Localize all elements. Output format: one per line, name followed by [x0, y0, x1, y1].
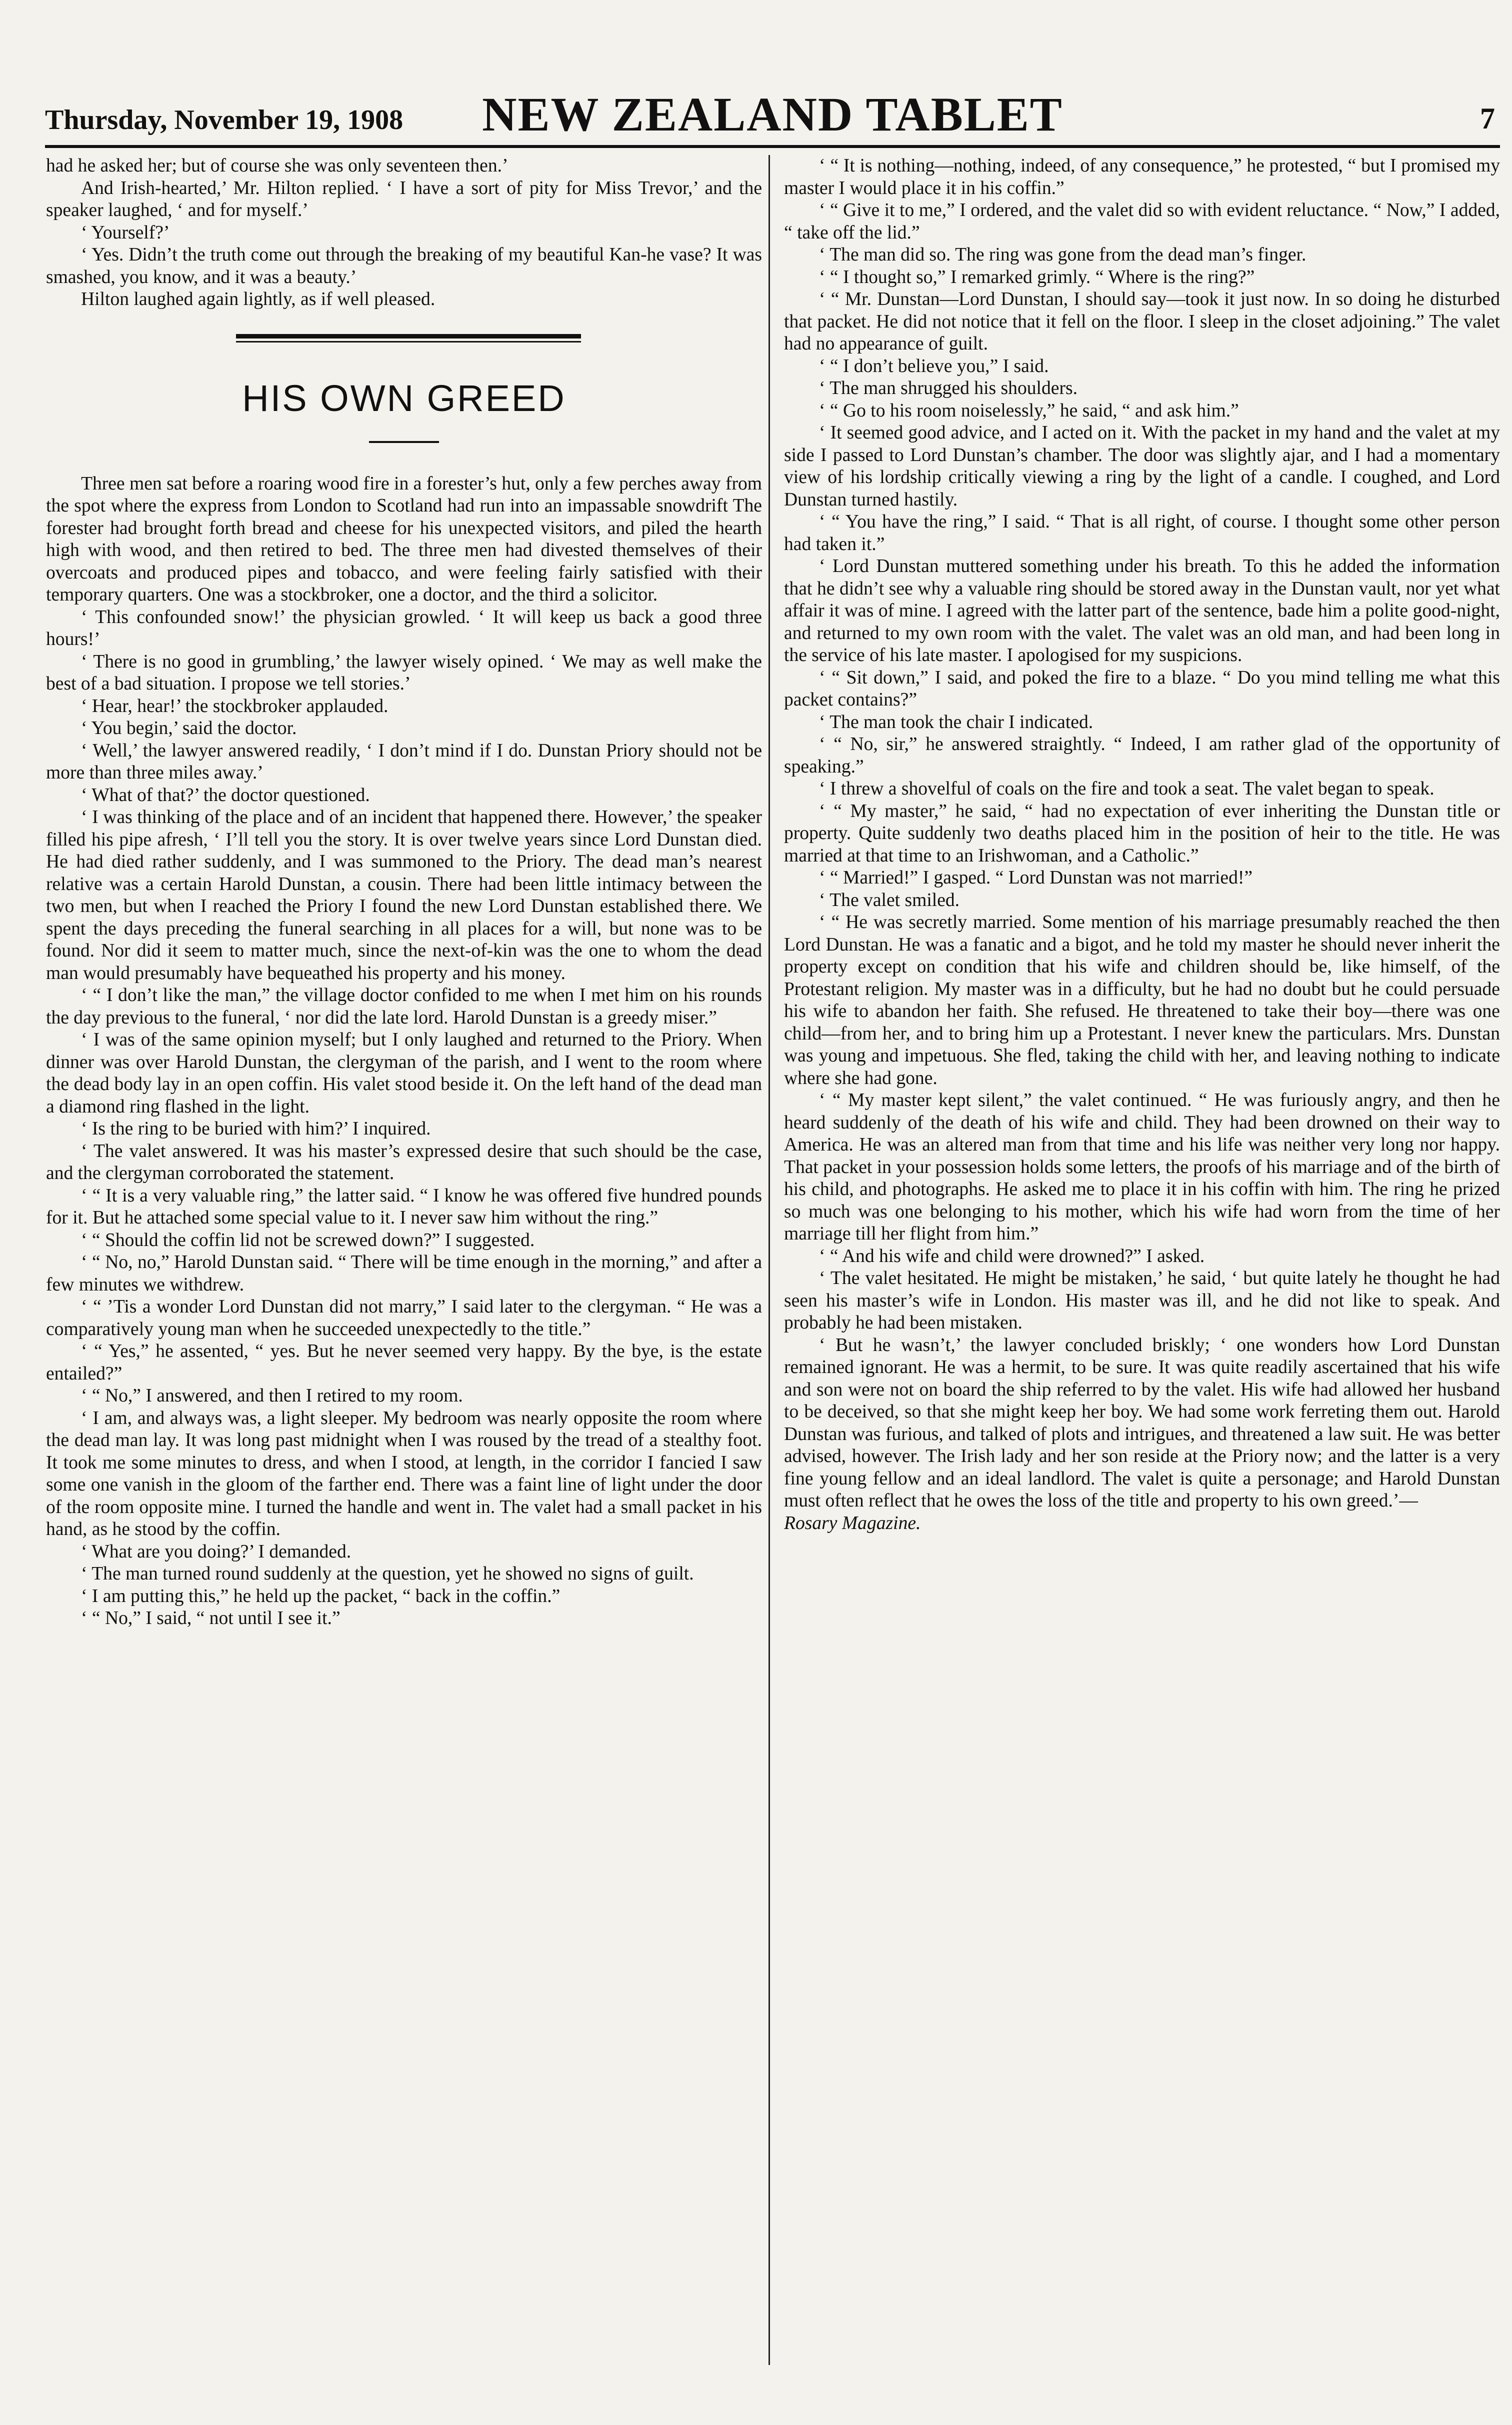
paragraph: ‘ I am putting this,” he held up the packet, “ back in the coffin.”	[81, 1586, 560, 1606]
issue-date: Thursday, November 19, 1908	[45, 104, 404, 136]
paragraph: ‘ The man took the chair I indicated.	[819, 712, 1094, 732]
paragraph: ‘ “ He was secretly married. Some mention of his marriage presumably reached the then Lord Dunstan. He was a fanatic and a bigot, and he told my master he should never inherit the property except on condition that his wife and children should be, like himself, of the Protestant religion. My master was in a difficulty, but he had no doubt but he could persuade his wife to abandon her faith. She refused. He threatened to take their boy—there was one child—from her, and to bring him up a Protestant. I never knew the particulars. Mrs. Dunstan was young and impetuous. She fled, taking the child with her, and leaving nothing to indicate where she had gone.	[784, 912, 1500, 1088]
paragraph: Hilton laughed again lightly, as if well pleased.	[81, 289, 436, 310]
paragraph: ‘ “ ’Tis a wonder Lord Dunstan did not marry,” I said later to the clergyman. “ He was a comparatively young man when he succeeded unexpectedly to the title.”	[46, 1296, 762, 1340]
paragraph: ‘ “ It is a very valuable ring,” the latter said. “ I know he was offered five hundred pounds for it. But he attached some special value to it. I never saw him without the ring.”	[46, 1185, 762, 1228]
paragraph: ‘ The man shrugged his shoulders.	[819, 378, 1078, 398]
paragraph: Three men sat before a roaring wood fire in a forester’s hut, only a few perches away from the spot where the express from London to Scotland had run into an impassable snowdrift The forester had brought forth bread and cheese for his unexpected visitors, and piled the hearth high with wood, and then retired to bed. The three men had divested themselves of their overcoats and produced pipes and tobacco, and were feeling fairly satisfied with their temporary quarters. One was a stockbroker, one a doctor, and the third a solicitor.	[46, 473, 762, 605]
paragraph: ‘ “ My master kept silent,” the valet continued. “ He was furiously angry, and then he heard suddenly of the death of his wife and child. They had been drowned on their way to America. He was an altered man from that time and his life was neither very long nor happy. That packet in your possession holds some letters, the proofs of his marriage and of the birth of his child, and photographs. He asked me to place it in his coffin with him. The ring he prized so much was one belonging to his mother, which his wife had worn from the time of her marriage till her flight from him.”	[784, 1090, 1500, 1244]
paragraph: ‘ “ I don’t like the man,” the village doctor confided to me when I met him on his rounds the day previous to the funeral, ‘ nor did the late lord. Harold Dunstan is a greedy miser.”	[46, 985, 762, 1028]
paragraph: ‘ “ Mr. Dunstan—Lord Dunstan, I should say—took it just now. In so doing he disturbed that packet. He did not notice that it fell on the floor. I sleep in the closet adjoining.” The valet had no appearance of guilt.	[784, 289, 1500, 354]
paragraph: ‘ The man did so. The ring was gone from the dead man’s finger.	[819, 244, 1306, 265]
page-number: 7	[1480, 102, 1495, 135]
paragraph: ‘ Hear, hear!’ the stockbroker applauded.	[81, 696, 388, 716]
paragraph: ‘ This confounded snow!’ the physician growled. ‘ It will keep us back a good three hours!’	[46, 606, 762, 650]
paragraph: ‘ Is the ring to be buried with him?’ I inquired.	[81, 1118, 431, 1139]
paragraph: ‘ What of that?’ the doctor questioned.	[81, 784, 370, 806]
paragraph: ‘ It seemed good advice, and I acted on it. With the packet in my hand and the valet at my side I passed to Lord Dunstan’s chamber. The door was slightly ajar, and I had a momentary view of his lordship critically viewing a ring by the light of a candle. I coughed, and Lord Dunstan turned hastily.	[784, 422, 1500, 510]
paragraph: ‘ “ Married!” I gasped. “ Lord Dunstan was not married!”	[819, 868, 1253, 888]
paragraph: ‘ “ Sit down,” I said, and poked the fire to a blaze. “ Do you mind telling me what this packet contains?”	[784, 667, 1500, 710]
paragraph: ‘ I threw a shovelful of coals on the fire and took a seat. The valet began to speak.	[819, 778, 1434, 799]
paragraph: ‘ “ Go to his room noiselessly,” he said, “ and ask him.”	[819, 400, 1239, 421]
story-separator	[46, 316, 762, 350]
paragraph: ‘ I was of the same opinion myself; but I only laughed and returned to the Priory. When dinner was over Harold Dunstan, the clergyman of the parish, and I went to the room where the dead body lay in an open coffin. His valet stood beside it. On the left hand of the dead man a diamond ring flashed in the light.	[46, 1030, 762, 1117]
paragraph: ‘ I was thinking of the place and of an incident that happened there. However,’ the speaker filled his pipe afresh, ‘ I’ll tell you the story. It is over twelve years since Lord Dunstan died. He had died rather suddenly, and I was summoned to the Priory. The dead man’s nearest relative was a certain Harold Dunstan, a cousin. There had been little intimacy between the two men, but when I reached the Priory I found the new Lord Dunstan established there. We spent the days preceding the funeral searching in all places for a will, but none was to be found. Nor did it seem to matter much, since the next-of-kin was the one to whom the dead man would presumably have bequeathed his property and his money.	[46, 807, 762, 984]
paragraph: ‘ You begin,’ said the doctor.	[81, 718, 297, 738]
right-column	[784, 155, 1500, 2375]
paragraph: ‘ “ It is nothing—nothing, indeed, of any consequence,” he protested, “ but I promised my master I would place it in his coffin.”	[784, 156, 1500, 198]
paragraph: ‘ “ I thought so,” I remarked grimly. “ Where is the ring?”	[819, 266, 1255, 288]
previous-story-ending	[46, 155, 762, 311]
paragraph: ‘ “ You have the ring,” I said. “ That is all right, of course. I thought some other person had taken it.”	[784, 512, 1500, 554]
newspaper-title: NEW ZEALAND TABLET	[482, 88, 1063, 141]
paragraph: ‘ The valet hesitated. He might be mistaken,’ he said, ‘ but quite lately he thought he had seen his master’s wife in London. His master was ill, and he did not like to speak. And probably he had been mistaken.	[784, 1268, 1500, 1333]
paragraph: had he asked her; but of course she was only seventeen then.’	[46, 156, 508, 176]
page-header	[45, 90, 1500, 148]
paragraph: ‘ The valet answered. It was his master’s expressed desire that such should be the case, and the clergyman corroborated the statement.	[46, 1140, 762, 1184]
paragraph: ‘ “ Should the coffin lid not be screwed down?” I suggested.	[81, 1230, 535, 1250]
paragraph: ‘ “ No, no,” Harold Dunstan said. “ There will be time enough in the morning,” and after a few minutes we withdrew.	[46, 1252, 762, 1295]
paragraph: ‘ “ No, sir,” he answered straightly. “ Indeed, I am rather glad of the opportunity of speaking.”	[784, 734, 1500, 777]
paragraph: ‘ “ My master,” he said, “ had no expectation of ever inheriting the Dunstan title or property. Quite suddenly two deaths placed him in the position of heir to the title. He was married at that time to an Irishwoman, and a Catholic.”	[784, 800, 1500, 866]
paragraph: ‘ The man turned round suddenly at the question, yet he showed no signs of guilt.	[81, 1564, 694, 1584]
paragraph: ‘ “ And his wife and child were drowned?” I asked.	[819, 1246, 1205, 1266]
paragraph: ‘ “ I don’t believe you,” I said.	[819, 356, 1049, 376]
paragraph: ‘ Yes. Didn’t the truth come out through the breaking of my beautiful Kan-he vase? It was smashed, you know, and it was a beauty.’	[46, 244, 762, 288]
column-divider	[768, 155, 770, 2365]
paragraph: ‘ “ No,” I said, “ not until I see it.”	[81, 1608, 340, 1628]
paragraph: ‘ “ No,” I answered, and then I retired to my room.	[81, 1386, 463, 1406]
left-column	[46, 155, 762, 2375]
paragraph: ‘ But he wasn’t,’ the lawyer concluded briskly; ‘ one wonders how Lord Dunstan remained ignorant. He was a hermit, to be sure. It was quite readily ascertained that his wife and son were not on board the ship referred to by the valet. His wife had allowed her husband to be deceived, so that she might keep her boy. We had some work ferreting them out. Harold Dunstan was furious, and talked of plots and intrigues, and threatened a law suit. He was better advised, however. The Irish lady and her son reside at the Priory now; and the latter is a very fine young fellow and an ideal landlord. The valet is quite a personage; and Harold Dunstan must often reflect that he owes the loss of the title and property to his own greed.’—	[784, 1334, 1500, 1511]
paragraph: ‘ What are you doing?’ I demanded.	[81, 1541, 352, 1562]
paragraph: ‘ “ Yes,” he assented, “ yes. But he never seemed very happy. By the bye, is the estate entailed?”	[46, 1341, 762, 1384]
paragraph: ‘ I am, and always was, a light sleeper. My bedroom was nearly opposite the room where the dead man lay. It was long past midnight when I was roused by the tread of a stealthy foot. It took me some minutes to dress, and when I stood, at length, in the corridor I fancied I saw some one vanish in the gloom of the farther end. There was a faint line of light under the door of the room opposite mine. I turned the handle and went in. The valet had a small packet in his hand, as he stood by the coffin.	[46, 1408, 762, 1540]
paragraph: ‘ Yourself?’	[81, 222, 170, 243]
title-underline	[369, 441, 439, 443]
paragraph: ‘ There is no good in grumbling,’ the lawyer wisely opined. ‘ We may as well make the best of a bad situation. I propose we tell stories.’	[46, 651, 762, 694]
story-title: HIS OWN GREED	[242, 377, 566, 419]
paragraph: ‘ Well,’ the lawyer answered readily, ‘ I don’t mind if I do. Dunstan Priory should not be more than three miles away.’	[46, 740, 762, 783]
paragraph: ‘ “ Give it to me,” I ordered, and the valet did so with evident reluctance. “ Now,” I added, “ take off the lid.”	[784, 200, 1500, 243]
story-source: Rosary Magazine.	[784, 1512, 921, 1534]
paragraph: ‘ Lord Dunstan muttered something under his breath. To this he added the information that he didn’t see why a valuable ring should be stored away in the Dunstan vault, nor yet what affair it was of mine. I agreed with the latter part of the sentence, bade him a polite good-night, and returned to my own room with the valet. The valet was an old man, and had been long in the service of his late master. I apologised for my suspicions.	[784, 556, 1500, 666]
paragraph: ‘ The valet smiled.	[819, 890, 960, 910]
story-body-left	[46, 473, 762, 1630]
paragraph: And Irish-hearted,’ Mr. Hilton replied. ‘ I have a sort of pity for Miss Trevor,’ and the speaker laughed, ‘ and for myself.’	[46, 178, 762, 220]
